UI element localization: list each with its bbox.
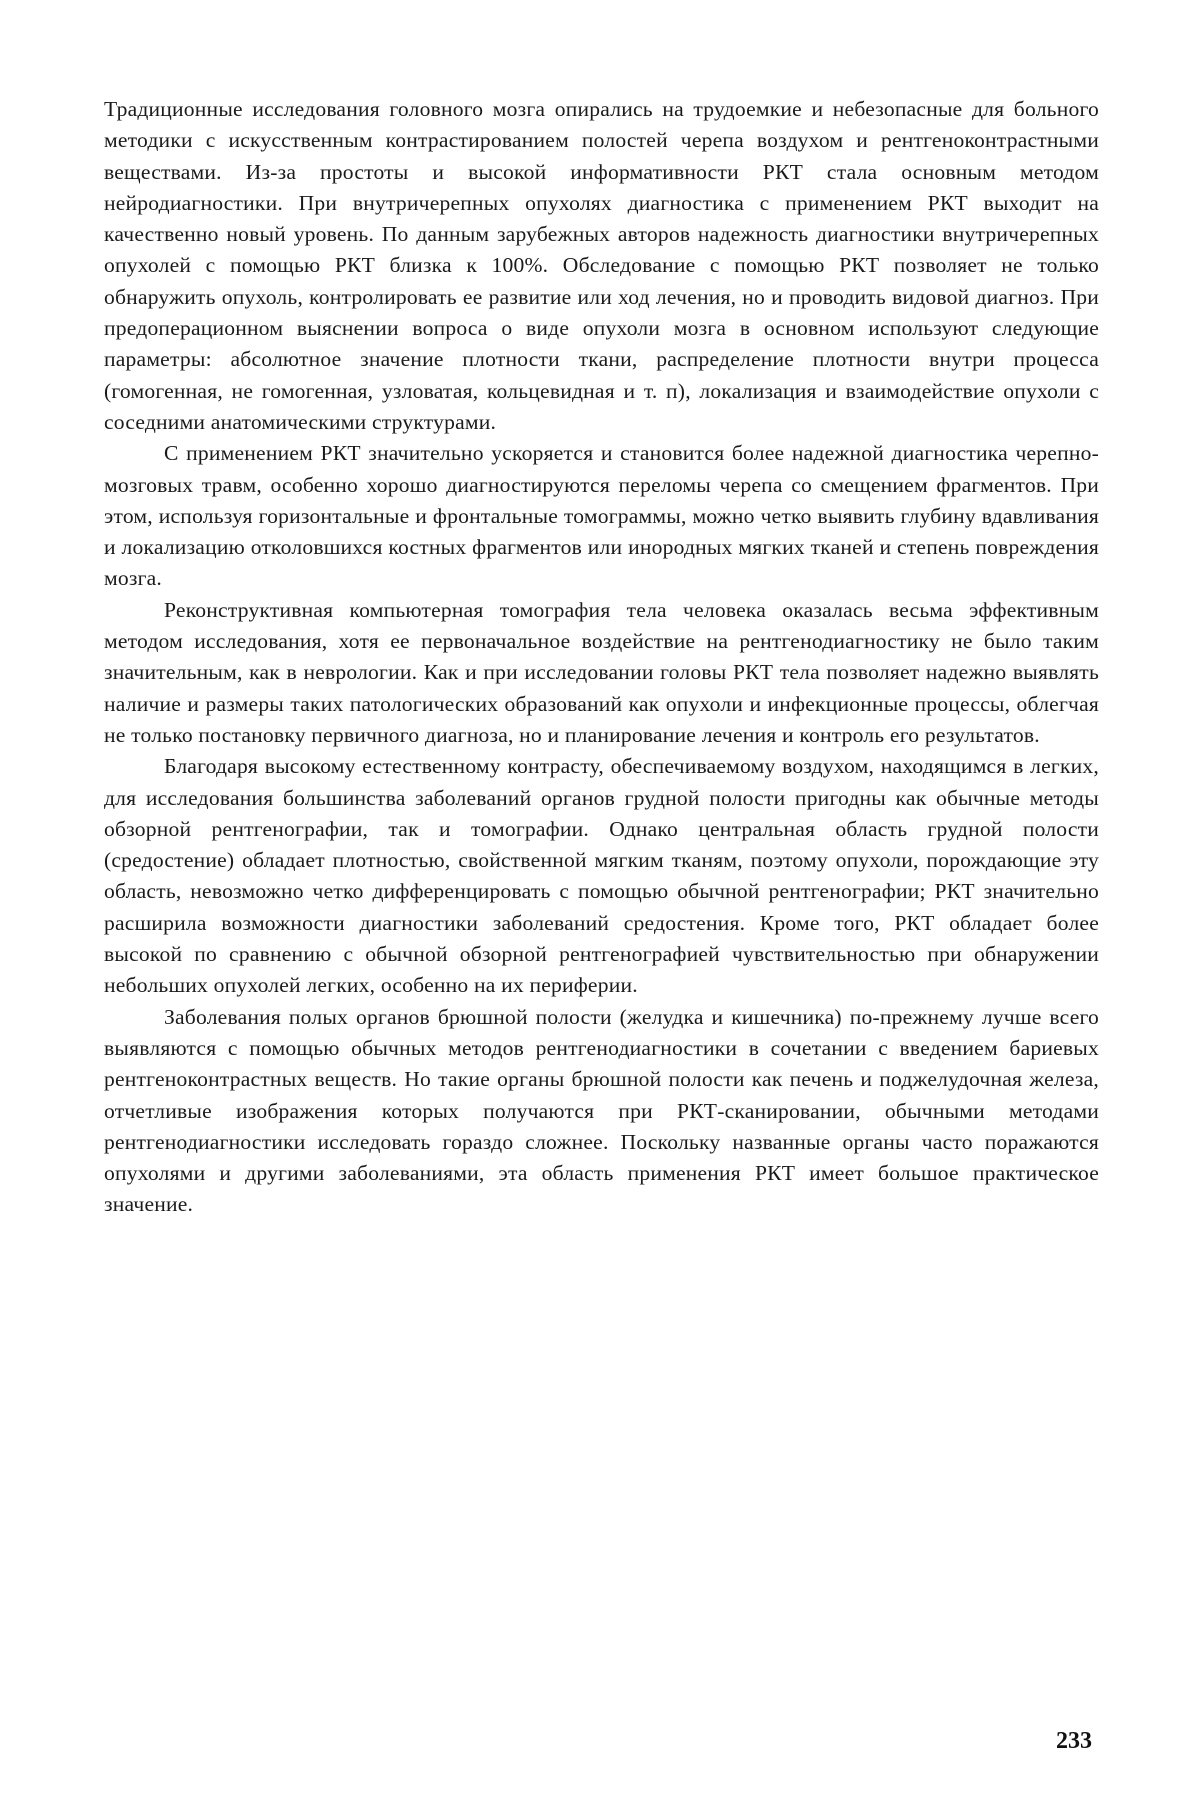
paragraph-head-trauma: С применением РКТ значительно ускоряется и становится более надежной диагностика черепно-мозговых травм, особенно хорошо диагностируются переломы черепа со смещением фрагментов. При этом, используя горизонтальные и фронтальные томограммы, можно четко выявить глубину вдавливания и локализацию отколовшихся костных фрагментов или инородных мягких тканей и степень повреждения мозга. [104,441,1099,591]
paragraph-chest: Благодаря высокому естественному контрасту, обеспечиваемому воздухом, находящимся в легких, для исследования большинства заболеваний органов грудной полости пригодны как обычные методы обзорной рентгенографии, так и томографии. Однако центральная область грудной полости (средостение) обладает плотностью, свойственной мягким тканям, поэтому опухоли, порождающие эту область, невозможно четко дифференцировать с помощью обычной рентгенографии; РКТ значительно расширила возможности диагностики заболеваний средостения. Кроме того, РКТ обладает более высокой по сравнению с обычной обзорной рентгенографией чувствительностью при обнаружении небольших опухолей легких, особенно на их периферии. [104,754,1099,998]
body-text [104,94,1099,1221]
paragraph-brain-ct: Традиционные исследования головного мозга опирались на трудоемкие и небезопасные для больного методики с искусственным контрастированием полостей черепа воздухом и рентгеноконтрастными веществами. Из-за простоты и высокой информативности РКТ стала основным методом нейродиагностики. При внутричерепных опухолях диагностика с применением РКТ выходит на качественно новый уровень. По данным зарубежных авторов надежность диагностики внутричерепных опухолей с помощью РКТ близка к 100%. Обследование с помощью РКТ позволяет не только обнаружить опухоль, контролировать ее развитие или ход лечения, но и проводить видовой диагноз. При предоперационном выяснении вопроса о виде опухоли мозга в основном используют следующие параметры: абсолютное значение плотности ткани, распределение плотности внутри процесса (гомогенная, не гомогенная, узловатая, кольцевидная и т. п), локализация и взаимодействие опухоли с соседними анатомическими структурами. [104,97,1099,434]
paragraph-body-ct: Реконструктивная компьютерная томография тела человека оказалась весьма эффективным методом исследования, хотя ее первоначальное воздействие на рентгенодиагностику не было таким значительным, как в неврологии. Как и при исследовании головы РКТ тела позволяет надежно выявлять наличие и размеры таких патологических образований как опухоли и инфекционные процессы, облегчая не только постановку первичного диагноза, но и планирование лечения и контроль его результатов. [104,597,1099,747]
paragraph-abdomen: Заболевания полых органов брюшной полости (желудка и кишечника) по-прежнему лучше всего выявляются с помощью обычных методов рентгенодиагностики в сочетании с введением бариевых рентгеноконтрастных веществ. Но такие органы брюшной полости как печень и поджелудочная железа, отчетливые изображения которых получаются при РКТ-сканировании, обычными методами рентгенодиагностики исследовать гораздо сложнее. Поскольку названные органы часто поражаются опухолями и другими заболеваниями, эта область применения РКТ имеет большое практическое значение. [104,1004,1099,1217]
page-number: 233 [1056,1728,1092,1754]
